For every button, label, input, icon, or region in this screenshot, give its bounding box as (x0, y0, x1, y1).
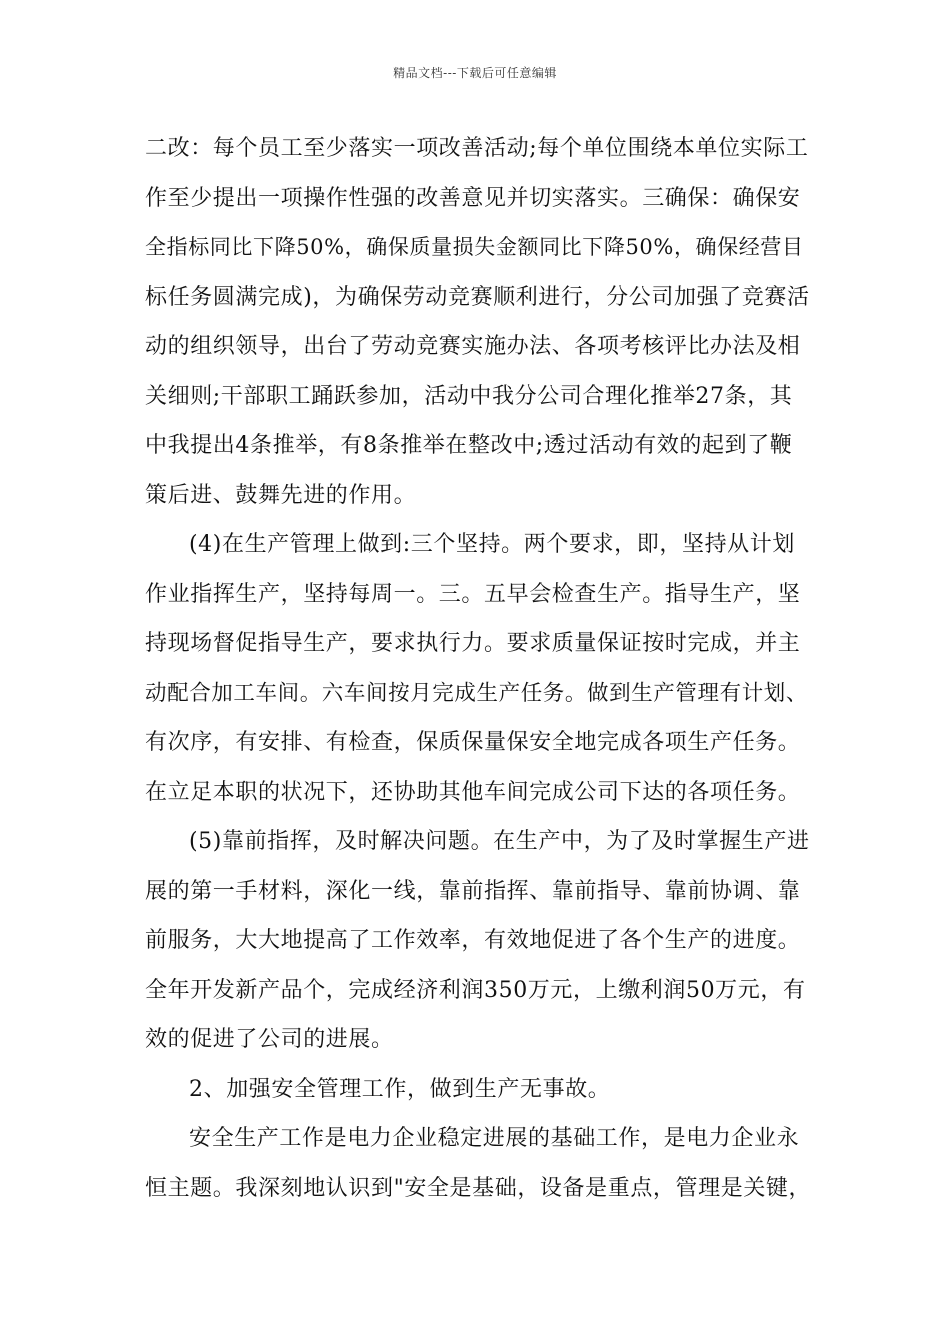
text-line: 策后进、鼓舞先进的作用。 (145, 482, 417, 508)
text-line: 中我提出4条推举，有8条推举在整改中;透过活动有效的起到了鞭 (145, 433, 793, 458)
text-line: 有次序，有安排、有检查，保质保量保安全地完成各项生产任务。 (145, 730, 801, 755)
text-line: 效的促进了公司的进展。 (145, 1027, 394, 1052)
text-line: 关细则;干部职工踊跃参加，活动中我分公司合理化推举27条，其 (145, 383, 793, 409)
document-body (145, 124, 813, 1213)
text-line: 动的组织领导，出台了劳动竞赛实施办法、各项考核评比办法及相 (145, 334, 801, 359)
text-line: 2、加强安全管理工作，做到生产无事故。 (189, 1076, 611, 1102)
text-line: 标任务圆满完成)，为确保劳动竞赛顺利进行，分公司加强了竞赛活 (145, 284, 810, 310)
text-line: 恒主题。我深刻地认识到"安全是基础，设备是重点，管理是关键， (145, 1175, 812, 1201)
text-line: 展的第一手材料，深化一线，靠前指挥、靠前指导、靠前协调、靠 (145, 878, 801, 904)
text-line: 前服务，大大地提高了工作效率，有效地促进了各个生产的进度。 (145, 928, 801, 953)
text-line: 作业指挥生产，坚持每周一。三。五早会检查生产。指导生产，坚 (145, 581, 801, 607)
text-line: (4)在生产管理上做到:三个坚持。两个要求，即，坚持从计划 (189, 532, 795, 557)
text-line: 持现场督促指导生产，要求执行力。要求质量保证按时完成，并主 (145, 631, 801, 656)
text-line: (5)靠前指挥，及时解决问题。在生产中，为了及时掌握生产进 (189, 829, 810, 854)
text-line: 安全生产工作是电力企业稳定进展的基础工作，是电力企业永 (189, 1126, 800, 1151)
text-line: 全指标同比下降50%，确保质量损失金额同比下降50%，确保经营目 (145, 235, 804, 259)
text-line: 在立足本职的状况下，还协助其他车间完成公司下达的各项任务。 (145, 779, 801, 805)
page-header: 精品文档---下载后可任意编辑 (393, 66, 557, 80)
text-line: 作至少提出一项操作性强的改善意见并切实落实。三确保：确保安 (145, 185, 801, 211)
text-line: 全年开发新产品个，完成经济利润350万元，上缴利润50万元，有 (145, 977, 806, 1003)
text-line: 二改：每个员工至少落实一项改善活动;每个单位围绕本单位实际工 (145, 136, 809, 161)
text-line: 动配合加工车间。六车间按月完成生产任务。做到生产管理有计划、 (145, 680, 809, 706)
